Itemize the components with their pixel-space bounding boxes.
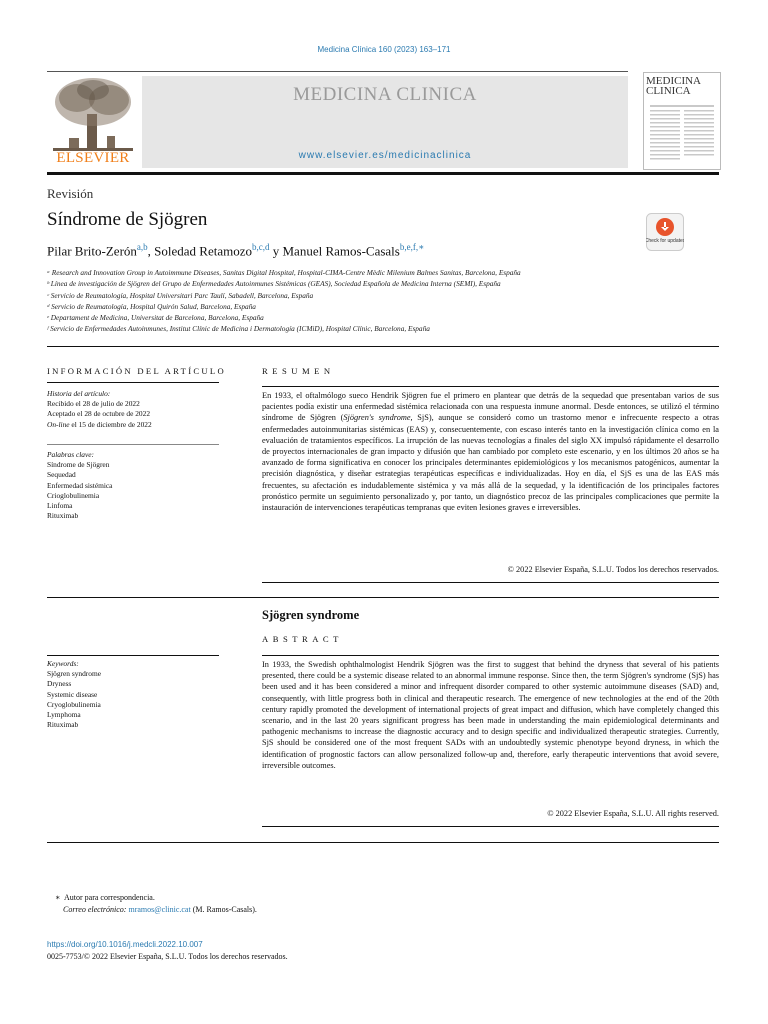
abstract-heading: ABSTRACT bbox=[262, 634, 343, 644]
keywords-label: Keywords: bbox=[47, 659, 79, 668]
affiliation-item: ᶜ Servicio de Reumatología, Hospital Universitari Parc Taulí, Sabadell, Barcelona, España bbox=[47, 290, 314, 300]
elsevier-wordmark: ELSEVIER bbox=[56, 150, 130, 166]
online-date-value: el 15 de diciembre de 2022 bbox=[69, 419, 152, 429]
email-label: Correo electrónico: bbox=[63, 904, 127, 914]
resumen-heading: RESUMEN bbox=[262, 366, 335, 376]
abstract-end-rule bbox=[262, 826, 719, 827]
article-history bbox=[47, 389, 219, 430]
affiliation-item: ᵉ Departament de Medicina, Universitat de Barcelona, Barcelona, España bbox=[47, 313, 264, 323]
online-label: On-line bbox=[47, 419, 70, 429]
cover-title bbox=[646, 76, 716, 96]
keyword-item: Sjögren syndrome bbox=[47, 669, 101, 679]
keyword-item: Rituximab bbox=[47, 720, 79, 730]
resumen-rule bbox=[262, 386, 719, 387]
english-section-rule bbox=[47, 597, 719, 598]
body-end-rule bbox=[47, 842, 719, 843]
masthead-bottom-rule bbox=[47, 172, 719, 175]
article-type: Revisión bbox=[47, 186, 94, 201]
journal-citation-line[interactable]: Medicina Clínica 160 (2023) 163–171 bbox=[317, 45, 451, 54]
affiliations bbox=[47, 267, 727, 335]
abstract-text: In 1933, the Swedish ophthalmologist Hendrik Sjögren was the first to suggest that behind the dryness that several of his patients presented, there could be a systemic disease related to an abnormal immune response. Since then, the term Sjögren's syndrome (SjS) has been used and it has been considered a minor and infrequent disorder compared to other systemic autoimmune diseases (SAD) and, consequently, with little progress both in clinical and therapeutic research. The emergence of new technologies at the end of the 20th century rapidly promoted the development of international projects of great impact and diffusion, which have completely changed this scenario, and in the last 20 years significant progress has been made in understanding the main epidemiological determinants and pathogenic mechanisms to increase the diagnostic accuracy and to design specific and individualized therapeutic strategies. Currently, SjS should be considered one of the most frequent SADs with an undoubtedly systemic phenotype beyond dryness, in which the identification of prognostic factors can allow personalized follow-up and, therefore, early therapeutic interventions that avoid severe, irreversible outcomes. bbox=[262, 660, 719, 770]
keyword-item: Crioglobulinemia bbox=[47, 490, 100, 500]
online-date bbox=[47, 420, 219, 430]
author-separator: y bbox=[269, 243, 283, 259]
corresponding-author-note: Autor para correspondencia. bbox=[64, 893, 155, 902]
accepted-date: Aceptado el 28 de octubre de 2022 bbox=[47, 409, 151, 419]
author-list bbox=[47, 242, 424, 259]
check-for-updates-icon bbox=[646, 213, 684, 251]
check-for-updates-button[interactable] bbox=[646, 213, 684, 251]
keywords-rule bbox=[47, 444, 219, 445]
keyword-item: Lymphoma bbox=[47, 710, 81, 720]
email-owner: (M. Ramos-Casals). bbox=[190, 904, 257, 914]
abstract-copyright: © 2022 Elsevier España, S.L.U. All rights reserved. bbox=[547, 809, 719, 818]
keyword-item: Síndrome de Sjögren bbox=[47, 460, 110, 470]
resumen-end-rule bbox=[262, 582, 719, 583]
keyword-item: Dryness bbox=[47, 679, 72, 689]
english-title: Sjögren syndrome bbox=[262, 608, 360, 622]
resumen-text-part: , SjS), aunque se consideró como un trastorno menor e infrecuente respecto a otras enfermedades autoinmunitarias sistémicas (EAS) y, consecuentemente, con escaso interés tanto en la investigación clínica como en la evaluación de tratamientos específicos. La irrupción de las nuevas tecnologías a finales del siglo XX impulsó rápidamente el desarrollo de proyectos internacionales de gran impacto y difusión que han cambiado por completo este escenario, y en los últimos 20 años se ha avanzado de forma significativa en conocer los principales determinantes epidemiológicos y los mecanismos patogénicos, aumentar la precisión diagnóstica, y diseñar estrategias terapéuticas específicas e individualizadas. Hoy en día, el SjS es una de las EAS más frecuentes, su afectación es indudablemente sistémica y va más allá de la sequedad, y la identificación de los principales factores pronóstico permite un seguimiento personalizado y, por tanto, un diagnóstico precoz de las principales complicaciones que permite la instauración de intervenciones terapéuticas tempranas que eviten lesiones graves e irreversibles. bbox=[262, 413, 719, 513]
keywords-es bbox=[47, 450, 219, 521]
article-info-heading: INFORMACIÓN DEL ARTÍCULO bbox=[47, 366, 226, 376]
keywords-label: Palabras clave: bbox=[47, 450, 94, 459]
footnote-star: ∗ bbox=[55, 893, 61, 902]
history-label: Historia del artículo: bbox=[47, 389, 111, 398]
article-title: Síndrome de Sjögren bbox=[47, 209, 208, 230]
resumen-copyright: © 2022 Elsevier España, S.L.U. Todos los derechos reservados. bbox=[507, 565, 719, 574]
keywords-en-rule bbox=[47, 655, 219, 656]
resumen-text-italic: Sjögren's syndrome bbox=[343, 413, 411, 423]
keyword-item: Cryoglobulinemia bbox=[47, 699, 101, 709]
author-name: Pilar Brito-Zerón bbox=[47, 243, 137, 259]
check-for-updates-label: Check for updates bbox=[646, 238, 684, 244]
issn-copyright-line: 0025-7753/© 2022 Elsevier España, S.L.U. Todos los derechos reservados. bbox=[47, 952, 288, 961]
journal-url-link[interactable]: www.elsevier.es/medicinaclinica bbox=[298, 150, 472, 161]
doi-link[interactable]: https://doi.org/10.1016/j.medcli.2022.10.007 bbox=[47, 940, 203, 949]
masthead-top-rule bbox=[47, 71, 628, 72]
cover-title-line-2: CLINICA bbox=[646, 85, 691, 97]
author-affil-sup[interactable]: b,c,d bbox=[252, 242, 270, 252]
corresponding-footnote bbox=[55, 892, 257, 915]
resumen-text-part: En 1933, el oftalmólogo sueco Hendrik Sjögren fue el primero en plantear que detrás de la sequedad que presentaban varios de sus pacientes podía existir una enfermedad sistémica relacionada con una respuesta inmune anormal. Desde entonces, se utilizó el término síndrome de Sjögren ( bbox=[262, 391, 719, 423]
resumen-text bbox=[262, 390, 719, 513]
journal-banner-title: MEDICINA CLINICA bbox=[293, 84, 477, 105]
affiliation-item: ᵇ Línea de investigación de Sjögren del Grupo de Enfermedades Autoinmunes Sistémicas (GEAS), Sociedad Española de Medicina Interna (SEMI), España bbox=[47, 279, 501, 289]
affiliation-item: ᶠ Servicio de Enfermedades Autoinmunes, Institut Clínic de Medicina i Dermatología (ICMiD), Hospital Clínic, Barcelona, España bbox=[47, 324, 430, 334]
keywords-en bbox=[47, 659, 219, 730]
keyword-item: Sequedad bbox=[47, 470, 76, 480]
author-separator: , bbox=[147, 243, 155, 259]
abstract-rule bbox=[262, 655, 719, 656]
received-date: Recibido el 28 de julio de 2022 bbox=[47, 399, 140, 409]
section-rule bbox=[47, 346, 719, 347]
author-name: Soledad Retamozo bbox=[154, 243, 252, 259]
cover-title-line-1: MEDICINA bbox=[646, 75, 701, 87]
affiliation-item: ᵈ Servicio de Reumatología, Hospital Quirón Salud, Barcelona, España bbox=[47, 301, 256, 311]
email-link[interactable]: mramos@clinic.cat bbox=[128, 904, 191, 914]
keyword-item: Linfoma bbox=[47, 501, 73, 511]
author-affil-sup[interactable]: b,e,f,∗ bbox=[399, 242, 425, 252]
keyword-item: Enfermedad sistémica bbox=[47, 480, 113, 490]
keyword-item: Systemic disease bbox=[47, 689, 98, 699]
article-info-rule bbox=[47, 382, 219, 383]
keyword-item: Rituximab bbox=[47, 511, 79, 521]
author-name: Manuel Ramos-Casals bbox=[282, 243, 400, 259]
affiliation-item: ᵃ Research and Innovation Group in Autoimmune Diseases, Sanitas Digital Hospital, Hospital-CIMA-Centre Mèdic Milenium Balmes Sanitas, Barcelona, España bbox=[47, 268, 521, 277]
author-affil-sup[interactable]: a,b bbox=[136, 242, 148, 252]
